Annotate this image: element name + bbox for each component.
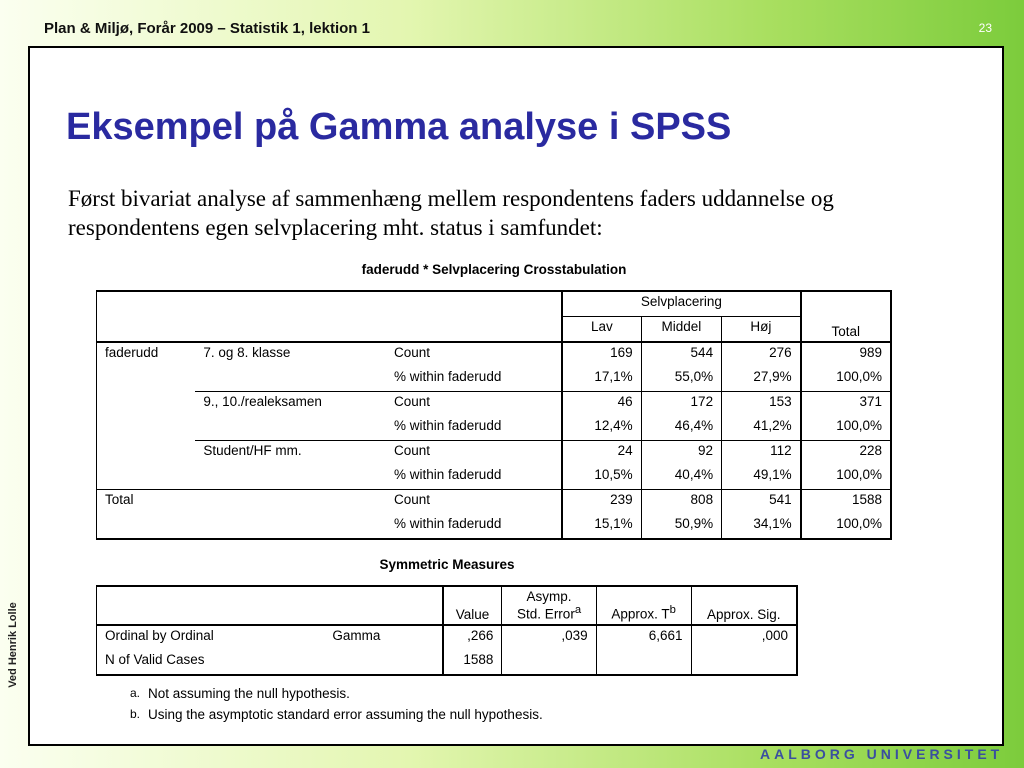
table-cell: 100,0% [801, 416, 891, 441]
symmetric-caption: Symmetric Measures [379, 557, 515, 572]
table-cell: 46 [562, 392, 641, 417]
table-cell: ,000 [691, 625, 797, 650]
table-cell: 1588 [801, 490, 891, 515]
table-cell: 55,0% [641, 367, 721, 392]
col-value: Value [443, 586, 502, 625]
table-cell: 6,661 [596, 625, 691, 650]
crosstab-table [96, 290, 892, 540]
measure-name: Gamma [332, 627, 381, 643]
table-cell: 34,1% [722, 514, 801, 539]
measure-label: N of Valid Cases [105, 651, 205, 667]
footnote [130, 686, 543, 701]
crosstab-group-header: Selvplacering [562, 291, 800, 317]
table-cell: 989 [801, 342, 891, 367]
total-row-label: Total [97, 490, 387, 515]
table-cell: 24 [562, 441, 641, 466]
row-group-label: 9., 10./realeksamen [195, 392, 386, 417]
table-cell [691, 650, 797, 675]
table-cell: 228 [801, 441, 891, 466]
side-credit [2, 580, 24, 710]
table-cell: 41,2% [722, 416, 801, 441]
table-cell: 40,4% [641, 465, 721, 490]
table-cell [596, 650, 691, 675]
footnote-mark-b: b [669, 604, 676, 616]
symmetric-corner [97, 586, 443, 625]
footnote [130, 707, 543, 722]
table-cell: 46,4% [641, 416, 721, 441]
table-cell: ,039 [502, 625, 596, 650]
intro-text: Først bivariat analyse af sammenhæng mellem respondentens faders uddannelse og respondentens egen selvplacering mht. status i samfundet: [68, 186, 834, 240]
row-variable-label: faderudd [105, 345, 159, 360]
table-cell: 371 [801, 392, 891, 417]
crosstab-corner [97, 291, 563, 342]
row-stat-label: % within faderudd [394, 418, 502, 433]
col-approx-t-label: Approx. T [611, 606, 670, 622]
col-approx-sig: Approx. Sig. [691, 586, 797, 625]
table-cell: 12,4% [562, 416, 641, 441]
crosstab-col-hoj: Høj [722, 317, 801, 343]
measure-label: Ordinal by Ordinal [105, 627, 214, 643]
presentation-title: Plan & Miljø, Forår 2009 – Statistik 1, lektion 1 [44, 20, 370, 37]
col-asymp-top: Asymp. [526, 589, 572, 604]
table-cell: 49,1% [722, 465, 801, 490]
crosstab-caption: faderudd * Selvplacering Crosstabulation [361, 262, 627, 277]
table-cell: 808 [641, 490, 721, 515]
slide-heading: Eksempel på Gamma analyse i SPSS [66, 106, 732, 148]
footnote-text: Not assuming the null hypothesis. [148, 686, 350, 701]
table-cell: 100,0% [801, 367, 891, 392]
table-cell: 239 [562, 490, 641, 515]
footnote-text: Using the asymptotic standard error assuming the null hypothesis. [148, 707, 543, 722]
row-stat-label: Count [386, 441, 562, 466]
footnote-mark: a. [130, 686, 141, 700]
table-cell: 100,0% [801, 514, 891, 539]
row-group-label: 7. og 8. klasse [203, 345, 291, 360]
table-cell: 1588 [443, 650, 502, 675]
col-asymp [502, 586, 596, 625]
col-approx-t [596, 586, 691, 625]
col-asymp-bottom: Std. Error [517, 606, 575, 622]
table-cell: 27,9% [722, 367, 801, 392]
crosstab-col-total: Total [801, 291, 891, 342]
table-cell: 544 [641, 342, 721, 367]
crosstab-col-middel: Middel [641, 317, 721, 343]
table-cell: 153 [722, 392, 801, 417]
table-cell: 276 [722, 342, 801, 367]
table-cell: 50,9% [641, 514, 721, 539]
university-logo: AALBORG UNIVERSITET [760, 746, 1004, 762]
row-stat-label: Count [394, 345, 431, 360]
row-stat-label: Count [386, 490, 562, 515]
footnotes [130, 686, 543, 728]
table-cell: ,266 [443, 625, 502, 650]
footnote-mark: b. [130, 707, 141, 721]
table-cell: 541 [722, 490, 801, 515]
table-cell: 100,0% [801, 465, 891, 490]
table-cell: 169 [562, 342, 641, 367]
row-stat-label: % within faderudd [394, 369, 502, 384]
table-cell: 112 [722, 441, 801, 466]
table-cell: 10,5% [562, 465, 641, 490]
table-cell [502, 650, 596, 675]
table-cell: 15,1% [562, 514, 641, 539]
symmetric-table [96, 585, 798, 676]
row-stat-label: % within faderudd [394, 467, 502, 482]
table-cell: 17,1% [562, 367, 641, 392]
author-credit: Ved Henrik Lolle [7, 602, 19, 688]
slide-number: 23 [978, 21, 992, 35]
row-stat-label: % within faderudd [394, 516, 502, 531]
crosstab-col-lav: Lav [562, 317, 641, 343]
footnote-mark-a: a [574, 604, 582, 616]
row-group-label: Student/HF mm. [195, 441, 386, 466]
row-stat-label: Count [386, 392, 562, 417]
table-cell: 92 [641, 441, 721, 466]
table-cell: 172 [641, 392, 721, 417]
